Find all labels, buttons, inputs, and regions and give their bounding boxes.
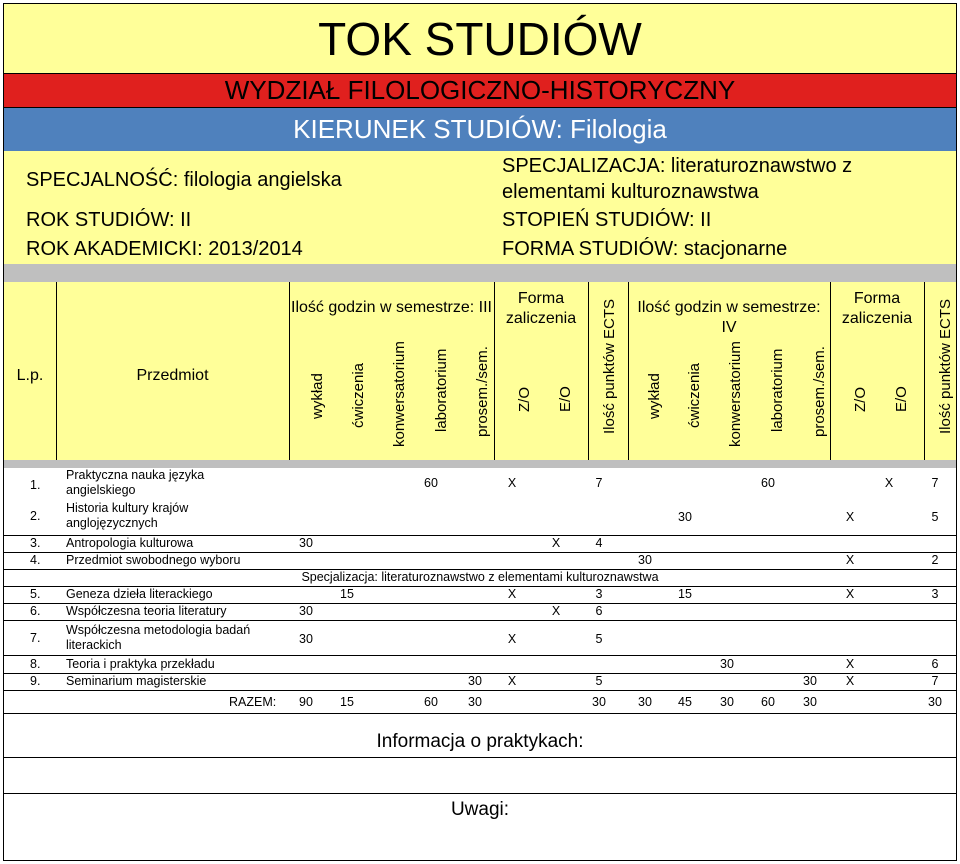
sem3-seminar-header: prosem./sem.: [474, 346, 491, 437]
form-header-3-line2: zaliczenia: [505, 310, 577, 327]
row-number: 8.: [30, 657, 41, 671]
sem3-zo-header: Z/O: [516, 387, 533, 412]
sem4-seminar-header: prosem./sem.: [811, 346, 828, 437]
s3-zo: X: [507, 587, 517, 601]
subject-name: Teoria i praktyka przekładu: [66, 657, 215, 671]
subject-name: Historia kultury krajów: [66, 501, 189, 515]
s4-conversation: 60: [761, 476, 775, 490]
subject-name: Praktyczna nauka języka: [66, 468, 205, 482]
s3-lecture: 30: [299, 536, 313, 550]
subject-name: Seminarium magisterskie: [66, 674, 207, 688]
s4-ects: 6: [931, 657, 939, 671]
lp-header: L.p.: [16, 367, 44, 384]
total-s4-seminar: 30: [803, 695, 817, 709]
s3-lecture: 30: [299, 632, 313, 646]
s4-ects: 3: [931, 587, 939, 601]
sem3-lecture-header: wykład: [309, 373, 326, 419]
s4-seminar: 30: [803, 674, 817, 688]
s3-ects: 5: [595, 674, 603, 688]
s3-conversation: 60: [424, 476, 438, 490]
total-s3-conversation: 60: [424, 695, 438, 709]
s3-ects: 4: [595, 536, 603, 550]
specialty-label: SPECJALNOŚĆ: filologia angielska: [26, 169, 342, 191]
separator-band: [4, 264, 956, 282]
sem4-zo-header: Z/O: [852, 387, 869, 412]
sem4-conversation-header: konwersatorium: [727, 341, 744, 447]
academic-year-label: ROK AKADEMICKI: 2013/2014: [26, 238, 303, 260]
s4-conversation: 30: [720, 657, 734, 671]
specialization-label-2: elementami kulturoznawstwa: [502, 181, 759, 203]
sem4-ects-header: Ilość punktów ECTS: [937, 298, 954, 434]
totals-label: RAZEM:: [229, 695, 277, 709]
table-body: [4, 468, 956, 714]
internship-body: [4, 758, 956, 794]
page-title: TOK STUDIÓW: [4, 4, 956, 73]
total-s4-conversation: 30: [720, 695, 734, 709]
subject-name: Przedmiot swobodnego wyboru: [66, 553, 241, 567]
row-number: 5.: [30, 587, 41, 601]
sem3-eo-header: E/O: [557, 386, 574, 412]
s4-exercises: 15: [678, 587, 692, 601]
s3-eo: X: [551, 536, 561, 550]
s4-zo: X: [845, 587, 855, 601]
study-info-panel: [4, 151, 956, 264]
s4-zo: X: [845, 674, 855, 688]
row-number: 6.: [30, 604, 41, 618]
sem4-lecture-header: wykład: [646, 373, 663, 419]
form-header-4-line1: Forma: [853, 290, 901, 307]
s4-zo: X: [845, 510, 855, 524]
s3-eo: X: [551, 604, 561, 618]
s3-ects: 3: [595, 587, 603, 601]
s4-lecture: 30: [678, 510, 692, 524]
s4-ects: 7: [931, 476, 939, 490]
table-header: [4, 282, 956, 460]
s3-zo: X: [507, 476, 517, 490]
row-number: 1.: [30, 478, 41, 492]
form-header-4-line2: zaliczenia: [841, 310, 913, 327]
sem4-laboratory-header: laboratorium: [769, 348, 786, 432]
row-number: 9.: [30, 674, 41, 688]
sem3-ects-header: Ilość punktów ECTS: [601, 298, 618, 434]
s3-zo: X: [507, 674, 517, 688]
sem4-eo-header: E/O: [893, 386, 910, 412]
s3-seminar: 30: [468, 674, 482, 688]
s3-zo: X: [507, 632, 517, 646]
s4-ects: 2: [931, 553, 939, 567]
s3-ects: 5: [595, 632, 603, 646]
sem3-conversation-header: konwersatorium: [391, 341, 408, 447]
total-s4-exercises: 45: [678, 695, 692, 709]
total-s4-ects: 30: [928, 695, 942, 709]
s3-exercises: 15: [340, 587, 354, 601]
total-s3-exercises: 15: [340, 695, 354, 709]
subject-name-cont: angielskiego: [66, 483, 136, 497]
notes-label: Uwagi:: [450, 799, 510, 820]
section-heading: Specjalizacja: literaturoznawstwo z elementami kulturoznawstwa: [301, 570, 659, 584]
internship-info: Informacja o praktykach:: [4, 714, 956, 758]
s4-zo: X: [845, 553, 855, 567]
subject-name: Współczesna metodologia badań: [66, 623, 251, 637]
subject-name-cont: anglojęzycznych: [66, 516, 158, 530]
s4-zo: X: [845, 657, 855, 671]
s4-lecture: 30: [638, 553, 652, 567]
sem3-exercises-header: ćwiczenia: [350, 362, 367, 428]
degree-label: STOPIEŃ STUDIÓW: II: [502, 209, 712, 231]
s4-ects: 7: [931, 674, 939, 688]
field-band: KIERUNEK STUDIÓW: Filologia: [4, 108, 956, 151]
semester-3-header: Ilość godzin w semestrze: III: [291, 299, 492, 316]
subject-name: Antropologia kulturowa: [66, 536, 194, 550]
total-s4-lecture: 30: [638, 695, 652, 709]
row-number: 3.: [30, 536, 41, 550]
sem4-exercises-header: ćwiczenia: [686, 362, 703, 428]
row-number: 7.: [30, 631, 41, 645]
row-number: 2.: [30, 509, 41, 523]
specialization-label-1: SPECJALIZACJA: literaturoznawstwo z: [502, 155, 853, 177]
s3-lecture: 30: [299, 604, 313, 618]
year-label: ROK STUDIÓW: II: [26, 209, 192, 231]
header-separator: [4, 460, 956, 468]
subject-name-cont: literackich: [66, 638, 122, 652]
form-header-3-line1: Forma: [517, 290, 565, 307]
study-form-label: FORMA STUDIÓW: stacjonarne: [502, 238, 788, 260]
subject-name: Geneza dzieła literackiego: [66, 587, 213, 601]
semester-4-header: Ilość godzin w semestrze: IV: [637, 299, 821, 336]
row-number: 4.: [30, 553, 41, 567]
total-s3-lecture: 90: [299, 695, 313, 709]
total-s3-ects: 30: [592, 695, 606, 709]
s3-ects: 6: [595, 604, 603, 618]
s4-ects: 5: [931, 510, 939, 524]
sem3-laboratory-header: laboratorium: [433, 348, 450, 432]
total-s3-seminar: 30: [468, 695, 482, 709]
s4-zo: X: [884, 476, 894, 490]
total-s4-laboratory: 60: [761, 695, 775, 709]
s3-ects: 7: [595, 476, 603, 490]
subject-name: Współczesna teoria literatury: [66, 604, 227, 618]
subject-header: Przedmiot: [136, 367, 209, 384]
faculty-band: WYDZIAŁ FILOLOGICZNO-HISTORYCZNY: [4, 73, 956, 108]
